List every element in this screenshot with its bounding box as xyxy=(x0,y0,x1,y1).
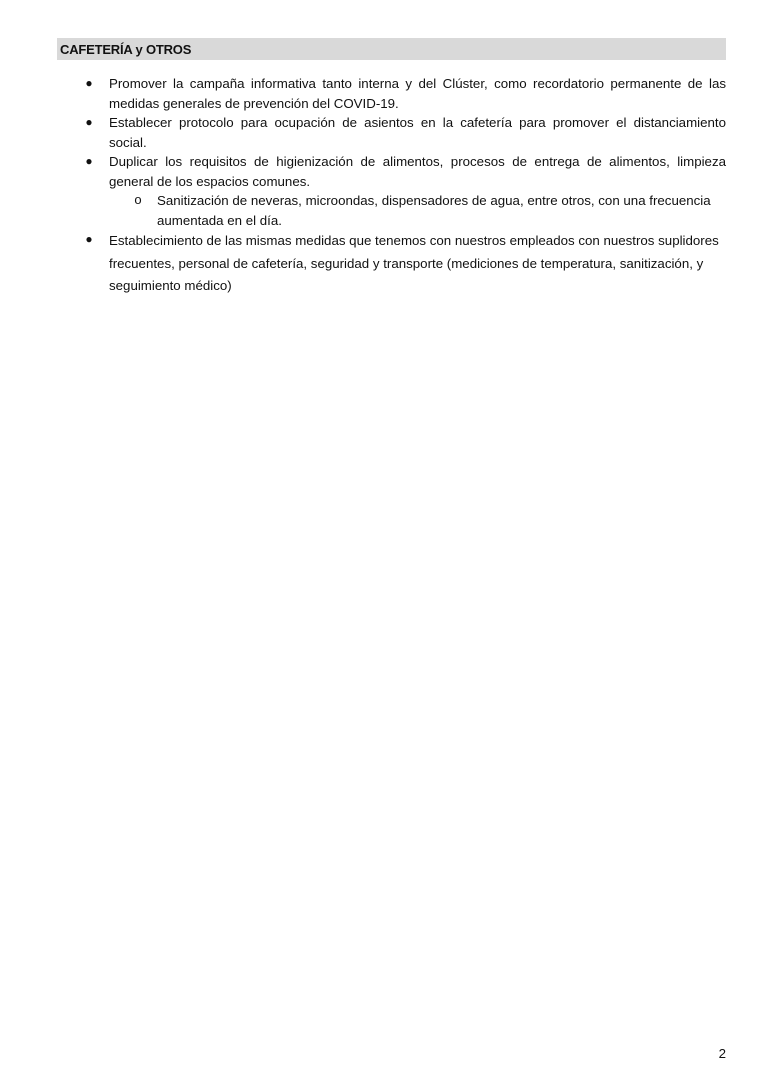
list-item-text: Promover la campaña informativa tanto interna y del Clúster, como recordatorio permanente de las medidas generales de prevención del COVID-19. xyxy=(109,76,726,111)
sub-bullet-marker: o xyxy=(134,192,142,207)
list-item xyxy=(57,152,726,230)
document-body xyxy=(57,74,726,298)
bullet-list xyxy=(57,74,726,298)
sub-list-item-text: Sanitización de neveras, microondas, dispensadores de agua, entre otros, con una frecuencia aumentada en el día. xyxy=(157,193,711,228)
bullet-marker: ● xyxy=(85,115,93,129)
sub-list-item xyxy=(109,191,726,230)
section-heading: CAFETERÍA y OTROS xyxy=(57,38,726,60)
bullet-marker: ● xyxy=(85,76,93,90)
page-number: 2 xyxy=(718,1046,726,1061)
bullet-marker: ● xyxy=(85,232,93,246)
list-item-text: Establecimiento de las mismas medidas que tenemos con nuestros empleados con nuestros suplidores frecuentes, personal de cafetería, seguridad y transporte (mediciones de temperatura, sanitización, y seguimiento médico) xyxy=(109,233,719,293)
list-item xyxy=(57,230,726,298)
list-item-text: Duplicar los requisitos de higienización de alimentos, procesos de entrega de alimentos, limpieza general de los espacios comunes. xyxy=(109,154,726,189)
bullet-marker: ● xyxy=(85,154,93,168)
list-item-text: Establecer protocolo para ocupación de asientos en la cafetería para promover el distanciamiento social. xyxy=(109,115,726,150)
list-item xyxy=(57,113,726,152)
sub-bullet-list xyxy=(109,191,726,230)
list-item xyxy=(57,74,726,113)
